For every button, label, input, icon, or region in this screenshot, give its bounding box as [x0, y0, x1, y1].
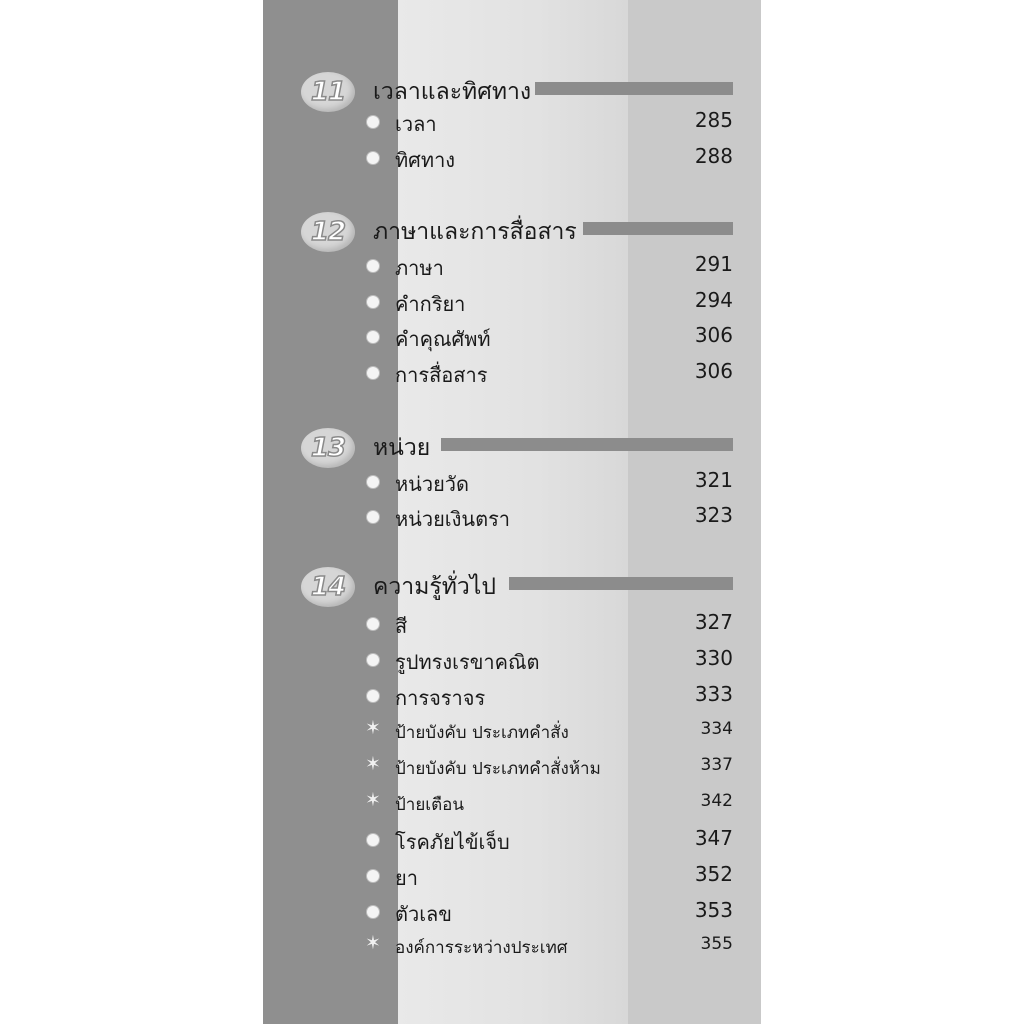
- section-title-rule: [535, 82, 733, 95]
- entry-page-number: 306: [694, 359, 733, 383]
- toc-entry[interactable]: [373, 323, 733, 353]
- entry-label: องค์การระหว่างประเทศ: [395, 938, 568, 958]
- entry-page-number: 321: [694, 468, 733, 492]
- round-bullet-icon: [367, 116, 379, 128]
- entry-label: ป้ายเตือน: [395, 795, 464, 815]
- section-title-rule: [441, 438, 733, 451]
- entry-page-number: 352: [694, 862, 733, 886]
- section-number-badge: [301, 72, 355, 112]
- toc-entry[interactable]: [373, 503, 733, 533]
- entry-label: คำกริยา: [395, 292, 466, 316]
- round-bullet-icon: [367, 690, 379, 702]
- toc-entry[interactable]: [373, 108, 733, 138]
- star-bullet-icon: ✶: [365, 753, 381, 775]
- round-bullet-icon: [367, 367, 379, 379]
- entry-label: สี: [395, 614, 408, 638]
- section-number-badge: [301, 567, 355, 607]
- round-bullet-icon: [367, 834, 379, 846]
- toc-entry[interactable]: [373, 252, 733, 282]
- entry-label: ทิศทาง: [395, 148, 456, 172]
- toc-entry[interactable]: [373, 862, 733, 892]
- section-number-badge: [301, 212, 355, 252]
- entry-label: ตัวเลข: [395, 902, 452, 926]
- section-number: 12: [310, 217, 346, 247]
- toc-entry[interactable]: [373, 826, 733, 856]
- round-bullet-icon: [367, 152, 379, 164]
- entry-page-number: 323: [694, 503, 733, 527]
- entry-label: ภาษา: [395, 256, 444, 280]
- entry-label: การจราจร: [395, 686, 486, 710]
- star-bullet-icon: ✶: [365, 932, 381, 954]
- round-bullet-icon: [367, 654, 379, 666]
- entry-page-number: 347: [694, 826, 733, 850]
- section-number: 11: [310, 77, 346, 107]
- toc-entry[interactable]: [373, 682, 733, 712]
- entry-page-number: 330: [694, 646, 733, 670]
- entry-label: ป้ายบังคับ ประเภทคำสั่ง: [395, 723, 569, 743]
- toc-entry[interactable]: [373, 359, 733, 389]
- section-title: เวลาและทิศทาง: [373, 79, 532, 105]
- entry-label: โรคภัยไข้เจ็บ: [395, 830, 510, 854]
- toc-entry[interactable]: [373, 610, 733, 640]
- toc-entry[interactable]: [373, 144, 733, 174]
- toc-page: [263, 0, 761, 1024]
- toc-entry[interactable]: [365, 753, 733, 785]
- entry-label: ยา: [395, 866, 418, 890]
- entry-label: คำคุณศัพท์: [395, 327, 491, 351]
- entry-label: เวลา: [395, 112, 437, 136]
- section-title-rule: [509, 577, 733, 590]
- entry-page-number: 288: [694, 144, 733, 168]
- toc-entry[interactable]: [373, 468, 733, 498]
- entry-page-number: 294: [694, 288, 733, 312]
- section-title: หน่วย: [373, 435, 431, 461]
- entry-page-number: 291: [694, 252, 733, 276]
- section-title-rule: [583, 222, 733, 235]
- entry-page-number: 342: [700, 791, 733, 811]
- entry-page-number: 337: [700, 755, 733, 775]
- toc-entry[interactable]: [365, 717, 733, 749]
- entry-label: ป้ายบังคับ ประเภทคำสั่งห้าม: [395, 759, 601, 779]
- section-number: 13: [310, 433, 346, 463]
- entry-page-number: 334: [700, 719, 733, 739]
- section-title: ภาษาและการสื่อสาร: [373, 219, 577, 245]
- toc-entry[interactable]: [365, 789, 733, 821]
- section-number-badge: [301, 428, 355, 468]
- entry-page-number: 355: [700, 934, 733, 954]
- round-bullet-icon: [367, 511, 379, 523]
- section-number: 14: [310, 572, 346, 602]
- round-bullet-icon: [367, 296, 379, 308]
- star-bullet-icon: ✶: [365, 717, 381, 739]
- round-bullet-icon: [367, 331, 379, 343]
- entry-page-number: 353: [694, 898, 733, 922]
- entry-page-number: 333: [694, 682, 733, 706]
- toc-entry[interactable]: [373, 898, 733, 928]
- toc-entry[interactable]: [373, 646, 733, 676]
- entry-page-number: 306: [694, 323, 733, 347]
- entry-label: หน่วยวัด: [395, 472, 470, 496]
- round-bullet-icon: [367, 476, 379, 488]
- round-bullet-icon: [367, 870, 379, 882]
- toc-entry[interactable]: [365, 932, 733, 964]
- entry-label: การสื่อสาร: [395, 363, 488, 387]
- round-bullet-icon: [367, 618, 379, 630]
- entry-page-number: 285: [694, 108, 733, 132]
- entry-label: รูปทรงเรขาคณิต: [395, 650, 540, 674]
- toc-entry[interactable]: [373, 288, 733, 318]
- entry-label: หน่วยเงินตรา: [395, 507, 511, 531]
- entry-page-number: 327: [694, 610, 733, 634]
- round-bullet-icon: [367, 906, 379, 918]
- section-title: ความรู้ทั่วไป: [373, 574, 496, 600]
- star-bullet-icon: ✶: [365, 789, 381, 811]
- round-bullet-icon: [367, 260, 379, 272]
